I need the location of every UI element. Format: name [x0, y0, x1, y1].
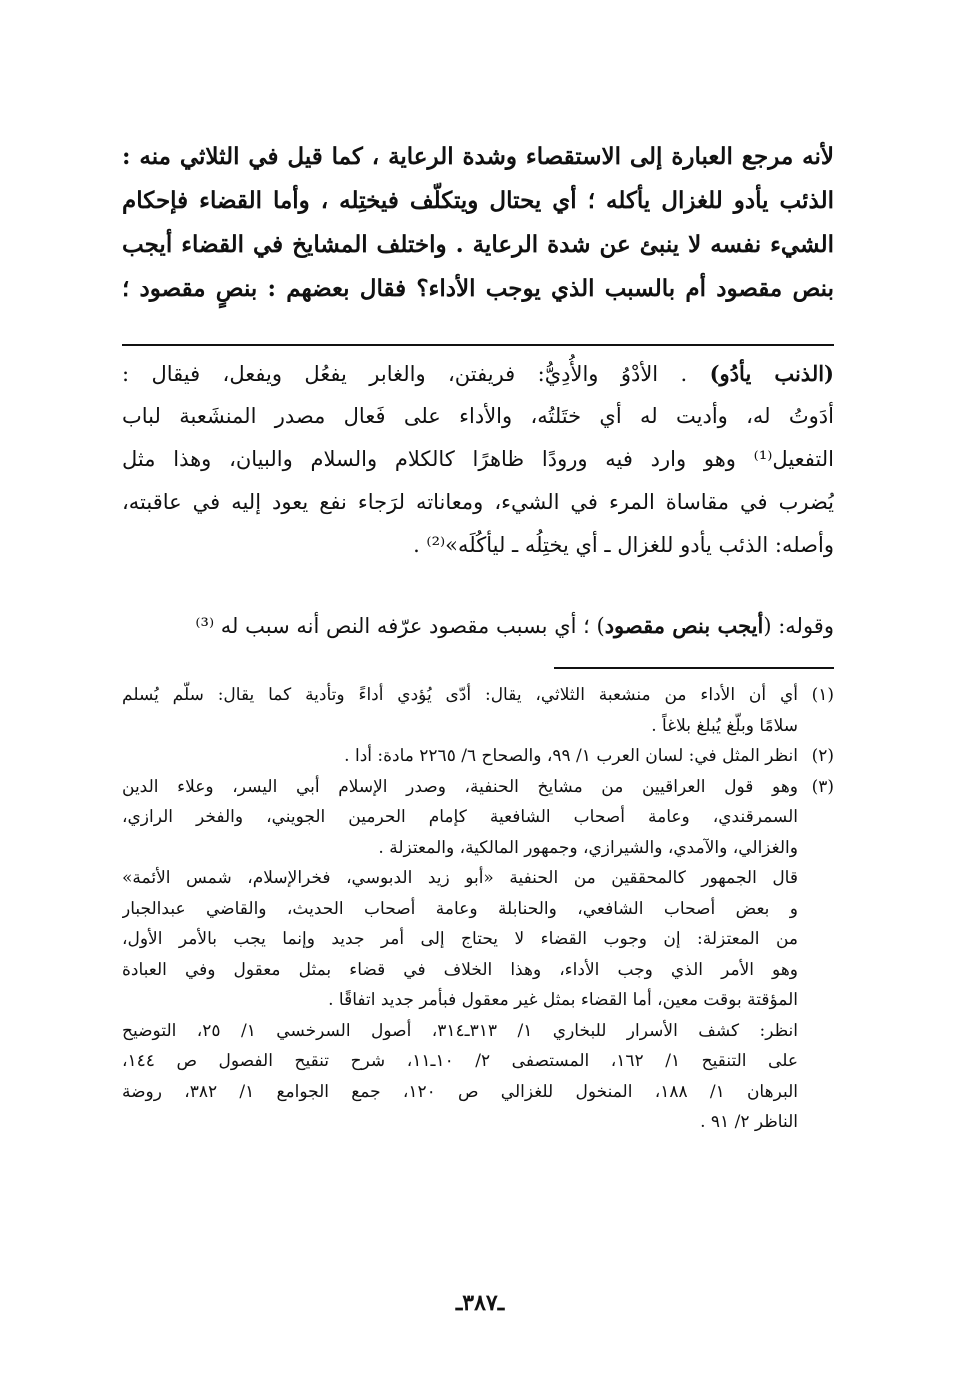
footnote-divider — [554, 667, 834, 669]
footnote-3-line: والغزالي، والآمدي، والشيرازي، وجمهور المالكية، والمعتزلة . — [378, 837, 798, 858]
footnotes-block — [122, 680, 834, 1138]
commentary-line: التفعيل⁽¹⁾ وهو وارد فيه ورودًا ظاهرًا كالكلام والسلام والبيان، وهذا مثل — [122, 447, 834, 471]
commentary-block — [122, 352, 834, 567]
quote-headword: أيجب بنص مقصود — [604, 613, 764, 638]
footnote-text: انظر المثل في: لسان العرب ١/ ٩٩، والصحاح ٦/ ٢٢٦٥ مادة: أدا . — [344, 746, 798, 766]
footnote-3-line — [122, 772, 834, 803]
footnote-3-line: و بعض أصحاب الشافعي، والحنابلة وعامة أصحاب الحديث، والقاضي عبدالجبار — [122, 898, 798, 919]
main-text-line: الشيء نفسه لا ينبئ عن شدة الرعاية . واختلف المشايخ في القضاء أيجب — [122, 231, 834, 258]
footnote-3-line: المؤقتة بوقت معين، أما القضاء بمثل غير معقول فبأمر جديد اتفاقًا . — [328, 990, 798, 1010]
footnote-3-line: من المعتزلة: إن وجوب القضاء لا يحتاج إلى أمر جديد وإنما يجب بالأمر الأول، — [122, 929, 798, 949]
footnote-3-line: على التنقيح ١/ ١٦٢، المستصفى ٢/ ١٠ـ١١، شرح تنقيح الفصول ص ١٤٤، — [122, 1051, 798, 1071]
main-text-line: الذئب يأدو للغزال يأكله ؛ أي يحتال ويتكلّف فيختِله ، وأما القضاء فإحكام — [122, 187, 834, 214]
footnote-number: (١) — [811, 685, 834, 705]
footnote-3-line: السمرقندي، وعامة أصحاب الشافعية كإمام الحرمين الجويني، والفخر الرازي، — [122, 807, 798, 827]
footnote-number: (٣) — [811, 776, 834, 797]
footnote-3-line: البرهان ١/ ١٨٨، المنخول للغزالي ص ١٢٠، جمع الجوامع ١/ ٣٨٢، روضة — [122, 1081, 798, 1102]
main-divider — [122, 344, 834, 346]
footnote-number: (٢) — [811, 746, 834, 766]
commentary-text: . الأدْوُ والأُدِيُّ: فريفتن، والغابر يفعُل ويفعل، فيقال : — [122, 362, 710, 386]
footnote-3-line: وهو الأمر الذي وجب الأداء، وهذا الخلاف في قضاء بمثل معقول وفي العبادة — [122, 959, 798, 980]
main-text-line: لأنه مرجع العبارة إلى الاستقصاء وشدة الرعاية ، كما قيل في الثلاثي منه : — [122, 143, 834, 170]
main-text-block — [122, 135, 834, 311]
commentary-headword: (الذنب يأدُو) — [709, 361, 834, 386]
footnote-3-line: قال الجمهور كالمحققين من الحنفية «أبو زيد الدبوسي، فخرالإسلام، شمس الأئمة» — [122, 868, 798, 888]
footnote-text: أي أن الأداء من منشعبة الثلاثي، يقال: أدّى يُؤدي أداءً وتأدية كما يقال: سلّم يُسلم — [122, 685, 798, 705]
footnote-2-line — [122, 741, 834, 772]
quote-prefix: وقوله: ( — [763, 614, 834, 638]
footnote-3-line: الناظر ٢/ ٩١ . — [700, 1112, 798, 1132]
footnote-1-line — [122, 680, 834, 711]
footnote-3-line: انظر: كشف الأسرار للبخاري ١/ ٣١٣ـ٣١٤، أصول السرخسي ١/ ٢٥، التوضيح — [122, 1020, 799, 1041]
footnote-1-line: سلامًا وبلّغ يُبلغ بلاغاً . — [651, 715, 798, 736]
quote-suffix: ) ؛ أي بسبب مقصود عرّفه النص أنه سبب له ⁽³⁾ — [195, 614, 605, 638]
commentary-line: يُضرب في مقاساة المرء في الشيء، ومعاناته لرَجاء نفع يعود إليه في عاقبته، — [122, 490, 834, 514]
commentary-line — [122, 352, 834, 395]
footnote-text: وهو قول العراقيين من مشايخ الحنفية، وصدر الإسلام أبي اليسر، وعلاء الدين — [122, 776, 798, 797]
commentary-line: أدَوتُ له، وأديت له أي ختَلتُه، والأداء على فَعال مصدر المنشَعبة لباب — [122, 404, 834, 428]
commentary-line: وأصله: الذئب يأدو للغزال ـ أي يختِلُه ـ ليأكُلَه»⁽²⁾ . — [413, 533, 834, 557]
quote-line — [122, 604, 834, 648]
page-number: ـ٣٨٧ـ — [455, 1290, 505, 1316]
main-text-line: بنص مقصود أم بالسبب الذي يوجب الأداء؟ فقال بعضهم : بنصٍ مقصود ؛ — [122, 275, 834, 302]
